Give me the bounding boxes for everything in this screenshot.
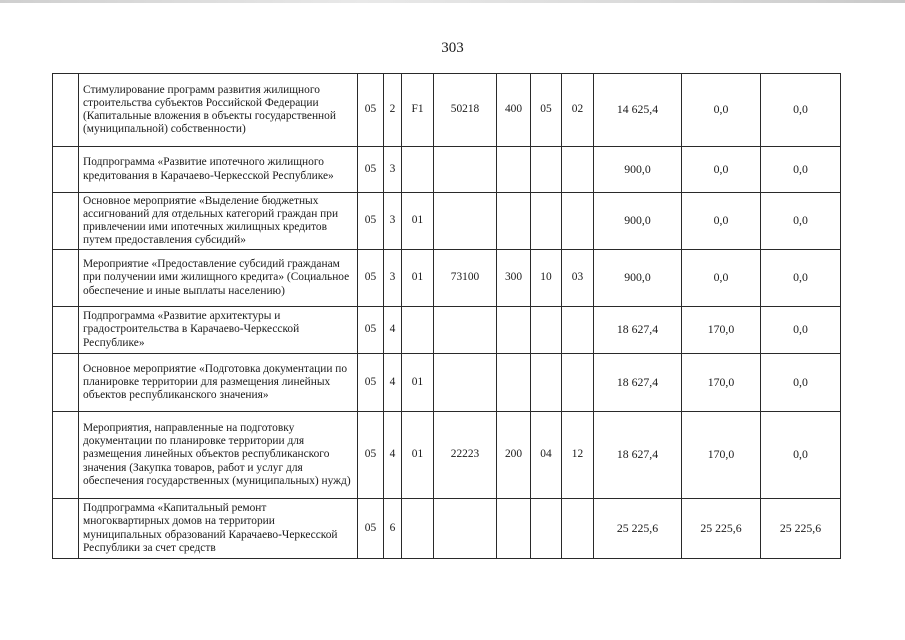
subsection-code bbox=[562, 193, 594, 250]
amount-year-2: 0,0 bbox=[682, 193, 761, 250]
scan-edge bbox=[0, 0, 905, 3]
amount-year-2: 25 225,6 bbox=[682, 499, 761, 559]
direction-code: 50218 bbox=[434, 74, 497, 147]
main-event-code bbox=[402, 307, 434, 354]
amount-year-2: 0,0 bbox=[682, 74, 761, 147]
subsection-code bbox=[562, 499, 594, 559]
amount-year-3: 25 225,6 bbox=[761, 499, 841, 559]
main-event-code: 01 bbox=[402, 412, 434, 499]
subsection-code bbox=[562, 147, 594, 193]
subprogram-code: 4 bbox=[384, 412, 402, 499]
amount-year-2: 170,0 bbox=[682, 354, 761, 412]
main-event-code: 01 bbox=[402, 193, 434, 250]
item-name: Стимулирование программ развития жилищного строительства субъектов Российской Федерации (Капитальные вложения в объекты государственной (муниципальной) собственности) bbox=[79, 74, 358, 147]
subprogram-code: 4 bbox=[384, 307, 402, 354]
amount-year-3: 0,0 bbox=[761, 250, 841, 307]
expense-type-code: 200 bbox=[497, 412, 531, 499]
subsection-code: 03 bbox=[562, 250, 594, 307]
program-code: 05 bbox=[358, 412, 384, 499]
subsection-code bbox=[562, 354, 594, 412]
amount-year-1: 18 627,4 bbox=[594, 307, 682, 354]
program-code: 05 bbox=[358, 354, 384, 412]
program-code: 05 bbox=[358, 193, 384, 250]
main-event-code: 01 bbox=[402, 354, 434, 412]
section-code: 04 bbox=[531, 412, 562, 499]
main-event-code: 01 bbox=[402, 250, 434, 307]
table-row bbox=[53, 193, 841, 250]
amount-year-1: 18 627,4 bbox=[594, 412, 682, 499]
blank-cell bbox=[53, 147, 79, 193]
section-code bbox=[531, 147, 562, 193]
amount-year-3: 0,0 bbox=[761, 354, 841, 412]
amount-year-1: 18 627,4 bbox=[594, 354, 682, 412]
expense-type-code: 300 bbox=[497, 250, 531, 307]
amount-year-1: 900,0 bbox=[594, 193, 682, 250]
item-name: Мероприятия, направленные на подготовку документации по планировке территории для размещения линейных объектов республиканского значения (Закупка товаров, работ и услуг для обеспечения государственных (муниципальных) нужд) bbox=[79, 412, 358, 499]
main-event-code: F1 bbox=[402, 74, 434, 147]
direction-code bbox=[434, 193, 497, 250]
program-code: 05 bbox=[358, 307, 384, 354]
direction-code bbox=[434, 354, 497, 412]
direction-code bbox=[434, 147, 497, 193]
blank-cell bbox=[53, 354, 79, 412]
page-number: 303 bbox=[441, 40, 464, 56]
direction-code bbox=[434, 307, 497, 354]
amount-year-1: 900,0 bbox=[594, 250, 682, 307]
item-name: Подпрограмма «Капитальный ремонт многоквартирных домов на территории муниципальных образований Карачаево-Черкесской Республики за счет средств bbox=[79, 499, 358, 559]
subprogram-code: 3 bbox=[384, 147, 402, 193]
amount-year-2: 170,0 bbox=[682, 412, 761, 499]
program-code: 05 bbox=[358, 74, 384, 147]
subsection-code bbox=[562, 307, 594, 354]
main-event-code bbox=[402, 499, 434, 559]
expense-type-code bbox=[497, 307, 531, 354]
budget-table bbox=[52, 73, 841, 559]
amount-year-3: 0,0 bbox=[761, 307, 841, 354]
table-row bbox=[53, 250, 841, 307]
program-code: 05 bbox=[358, 147, 384, 193]
expense-type-code bbox=[497, 499, 531, 559]
direction-code: 22223 bbox=[434, 412, 497, 499]
item-name: Основное мероприятие «Выделение бюджетных ассигнований для отдельных категорий граждан при привлечении ими ипотечных жилищных кредитов путем предоставления субсидий» bbox=[79, 193, 358, 250]
amount-year-3: 0,0 bbox=[761, 147, 841, 193]
section-code bbox=[531, 307, 562, 354]
table-row bbox=[53, 147, 841, 193]
subprogram-code: 2 bbox=[384, 74, 402, 147]
expense-type-code bbox=[497, 147, 531, 193]
subprogram-code: 4 bbox=[384, 354, 402, 412]
amount-year-3: 0,0 bbox=[761, 74, 841, 147]
subprogram-code: 3 bbox=[384, 193, 402, 250]
item-name: Мероприятие «Предоставление субсидий гражданам при получении ими жилищного кредита» (Социальное обеспечение и иные выплаты населению) bbox=[79, 250, 358, 307]
section-code bbox=[531, 499, 562, 559]
blank-cell bbox=[53, 412, 79, 499]
table-row bbox=[53, 499, 841, 559]
table-row bbox=[53, 307, 841, 354]
blank-cell bbox=[53, 250, 79, 307]
subsection-code: 12 bbox=[562, 412, 594, 499]
blank-cell bbox=[53, 193, 79, 250]
amount-year-1: 25 225,6 bbox=[594, 499, 682, 559]
amount-year-2: 0,0 bbox=[682, 250, 761, 307]
main-event-code bbox=[402, 147, 434, 193]
amount-year-2: 170,0 bbox=[682, 307, 761, 354]
amount-year-1: 14 625,4 bbox=[594, 74, 682, 147]
amount-year-2: 0,0 bbox=[682, 147, 761, 193]
blank-cell bbox=[53, 307, 79, 354]
item-name: Подпрограмма «Развитие архитектуры и градостроительства в Карачаево-Черкесской Республике» bbox=[79, 307, 358, 354]
amount-year-3: 0,0 bbox=[761, 412, 841, 499]
program-code: 05 bbox=[358, 250, 384, 307]
table-row bbox=[53, 74, 841, 147]
item-name: Подпрограмма «Развитие ипотечного жилищного кредитования в Карачаево-Черкесской Республике» bbox=[79, 147, 358, 193]
section-code bbox=[531, 193, 562, 250]
subprogram-code: 6 bbox=[384, 499, 402, 559]
expense-type-code bbox=[497, 354, 531, 412]
direction-code: 73100 bbox=[434, 250, 497, 307]
program-code: 05 bbox=[358, 499, 384, 559]
amount-year-3: 0,0 bbox=[761, 193, 841, 250]
subsection-code: 02 bbox=[562, 74, 594, 147]
expense-type-code bbox=[497, 193, 531, 250]
expense-type-code: 400 bbox=[497, 74, 531, 147]
direction-code bbox=[434, 499, 497, 559]
blank-cell bbox=[53, 74, 79, 147]
table-row bbox=[53, 412, 841, 499]
section-code: 10 bbox=[531, 250, 562, 307]
amount-year-1: 900,0 bbox=[594, 147, 682, 193]
section-code: 05 bbox=[531, 74, 562, 147]
table-row bbox=[53, 354, 841, 412]
item-name: Основное мероприятие «Подготовка документации по планировке территории для размещения линейных объектов республиканского значения» bbox=[79, 354, 358, 412]
subprogram-code: 3 bbox=[384, 250, 402, 307]
section-code bbox=[531, 354, 562, 412]
blank-cell bbox=[53, 499, 79, 559]
